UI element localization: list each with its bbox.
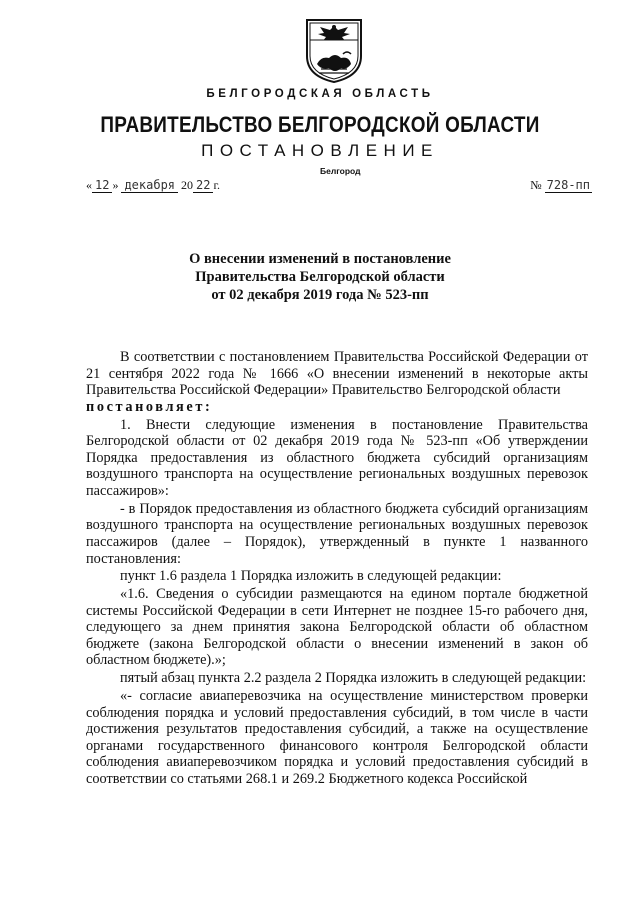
coat-of-arms-icon — [303, 16, 365, 84]
paragraph-amendment: - в Порядок предоставления из областного бюджета субсидий организациям воздушного транспорта на осуществление региональных воздушных перевозок пассажиров (далее – Порядок), утвержденный в пункте 1 названного постановления: — [86, 500, 588, 567]
date-year-tail: г. — [213, 178, 221, 192]
paragraph-clause-2-2: пятый абзац пункта 2.2 раздела 2 Порядка изложить в следующей редакции: — [120, 670, 587, 687]
document-title — [0, 250, 640, 304]
date-year-prefix: 20 — [181, 178, 194, 192]
number-line — [530, 178, 592, 193]
title-line-3: от 02 декабря 2019 года № 523-пп — [211, 287, 429, 303]
date-month: декабря — [121, 178, 178, 193]
date-close-quote: » — [112, 178, 119, 192]
region-name: БЕЛГОРОДСКАЯ ОБЛАСТЬ — [206, 88, 434, 100]
document-body — [86, 349, 588, 789]
number-label: № — [530, 178, 542, 192]
date-year-suffix: 22 — [193, 178, 213, 193]
title-line-2: Правительства Белгородской области — [195, 269, 445, 285]
date-line — [86, 178, 220, 193]
preamble-text: В соответствии с постановлением Правительства Российской Федерации от 21 сентября 2022 года № 1666 «О внесении изменений в некоторые акты Правительства Российской Федерации» Правительство Белгородской области — [86, 349, 588, 399]
government-name: ПРАВИТЕЛЬСТВО БЕЛГОРОДСКОЙ ОБЛАСТИ — [100, 112, 540, 137]
document-number: 728-пп — [546, 178, 590, 192]
paragraph-clause-2-2-text: «- согласие авиаперевозчика на осуществление министерством проверки соблюдения порядка и условий предоставления субсидий, в том числе в части достижения результатов предоставления субсидий, а также на осуществление органами государственного финансового контроля Белгородской области соблюдения авиаперевозчиком порядка и условий предоставления субсидий в соответствии со статьями 268.1 и 269.2 Бюджетного кодекса Российской — [86, 688, 588, 787]
paragraph-clause-1-6-text: «1.6. Сведения о субсидии размещаются на едином портале бюджетной системы Российской Федерации в сети Интернет не позднее 15-го рабочего дня, следующего за днем принятия закона Белгородской области об областном бюджете (закона Белгородской области о внесении изменений в закон об областном бюджете).»; — [86, 586, 588, 669]
document-type: ПОСТАНОВЛЕНИЕ — [201, 141, 439, 160]
date-open-quote: « — [86, 178, 92, 192]
paragraph-clause-1-6: пункт 1.6 раздела 1 Порядка изложить в следующей редакции: — [120, 568, 502, 585]
title-line-1: О внесении изменений в постановление — [189, 251, 451, 267]
paragraph-preamble — [86, 349, 588, 415]
date-day: 12 — [92, 178, 112, 193]
resolves-word: постановляет: — [86, 398, 213, 415]
city-name: Белгород — [320, 166, 361, 176]
paragraph-item-1: 1. Внести следующие изменения в постановление Правительства Белгородской области от 02 декабря 2019 года № 523-пп «Об утверждении Порядка предоставления из областного бюджета субсидий организациям воздушного транспорта на осуществление региональных воздушных перевозок пассажиров»: — [86, 416, 588, 499]
